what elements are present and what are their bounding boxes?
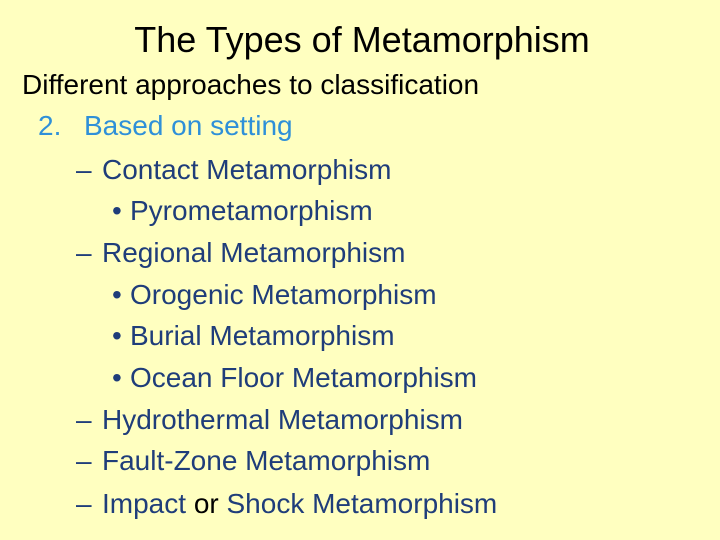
- list-item-pyro: [112, 194, 373, 228]
- item-text: Burial Metamorphism: [130, 320, 395, 351]
- dash-marker: –: [76, 154, 92, 185]
- list-item-contact: [76, 153, 391, 187]
- item-text: Orogenic Metamorphism: [130, 279, 437, 310]
- dash-marker: –: [76, 445, 92, 476]
- list-item-impact: [76, 487, 497, 521]
- bullet-marker: •: [112, 195, 122, 226]
- item-text: Fault-Zone Metamorphism: [102, 445, 431, 476]
- dash-marker: –: [76, 488, 92, 519]
- dash-marker: –: [76, 237, 92, 268]
- bullet-marker: •: [112, 320, 122, 351]
- heading-text: Different approaches to classification: [22, 69, 480, 100]
- list-item-hydrothermal: [76, 403, 463, 437]
- list-item-ocean: [112, 361, 477, 395]
- item-text-impact: Impact: [102, 488, 187, 519]
- item-text: Regional Metamorphism: [102, 237, 406, 268]
- slide-title: The Types of Metamorphism: [134, 19, 590, 60]
- heading-line: [22, 68, 479, 102]
- item-text: Pyrometamorphism: [130, 195, 373, 226]
- item-text: Contact Metamorphism: [102, 154, 392, 185]
- dash-marker: –: [76, 404, 92, 435]
- item-text: Hydrothermal Metamorphism: [102, 404, 463, 435]
- list-item-fault: [76, 444, 430, 478]
- bullet-marker: •: [112, 362, 122, 393]
- subheading-line: [38, 109, 293, 143]
- list-item-regional: [76, 236, 405, 270]
- list-number: 2.: [38, 110, 62, 141]
- item-text: Ocean Floor Metamorphism: [130, 362, 478, 393]
- list-item-orogenic: [112, 278, 437, 312]
- item-text-or: or: [193, 488, 219, 519]
- list-item-burial: [112, 319, 395, 353]
- subheading-text: Based on setting: [84, 110, 293, 141]
- item-text-shock: Shock Metamorphism: [226, 488, 498, 519]
- bullet-marker: •: [112, 279, 122, 310]
